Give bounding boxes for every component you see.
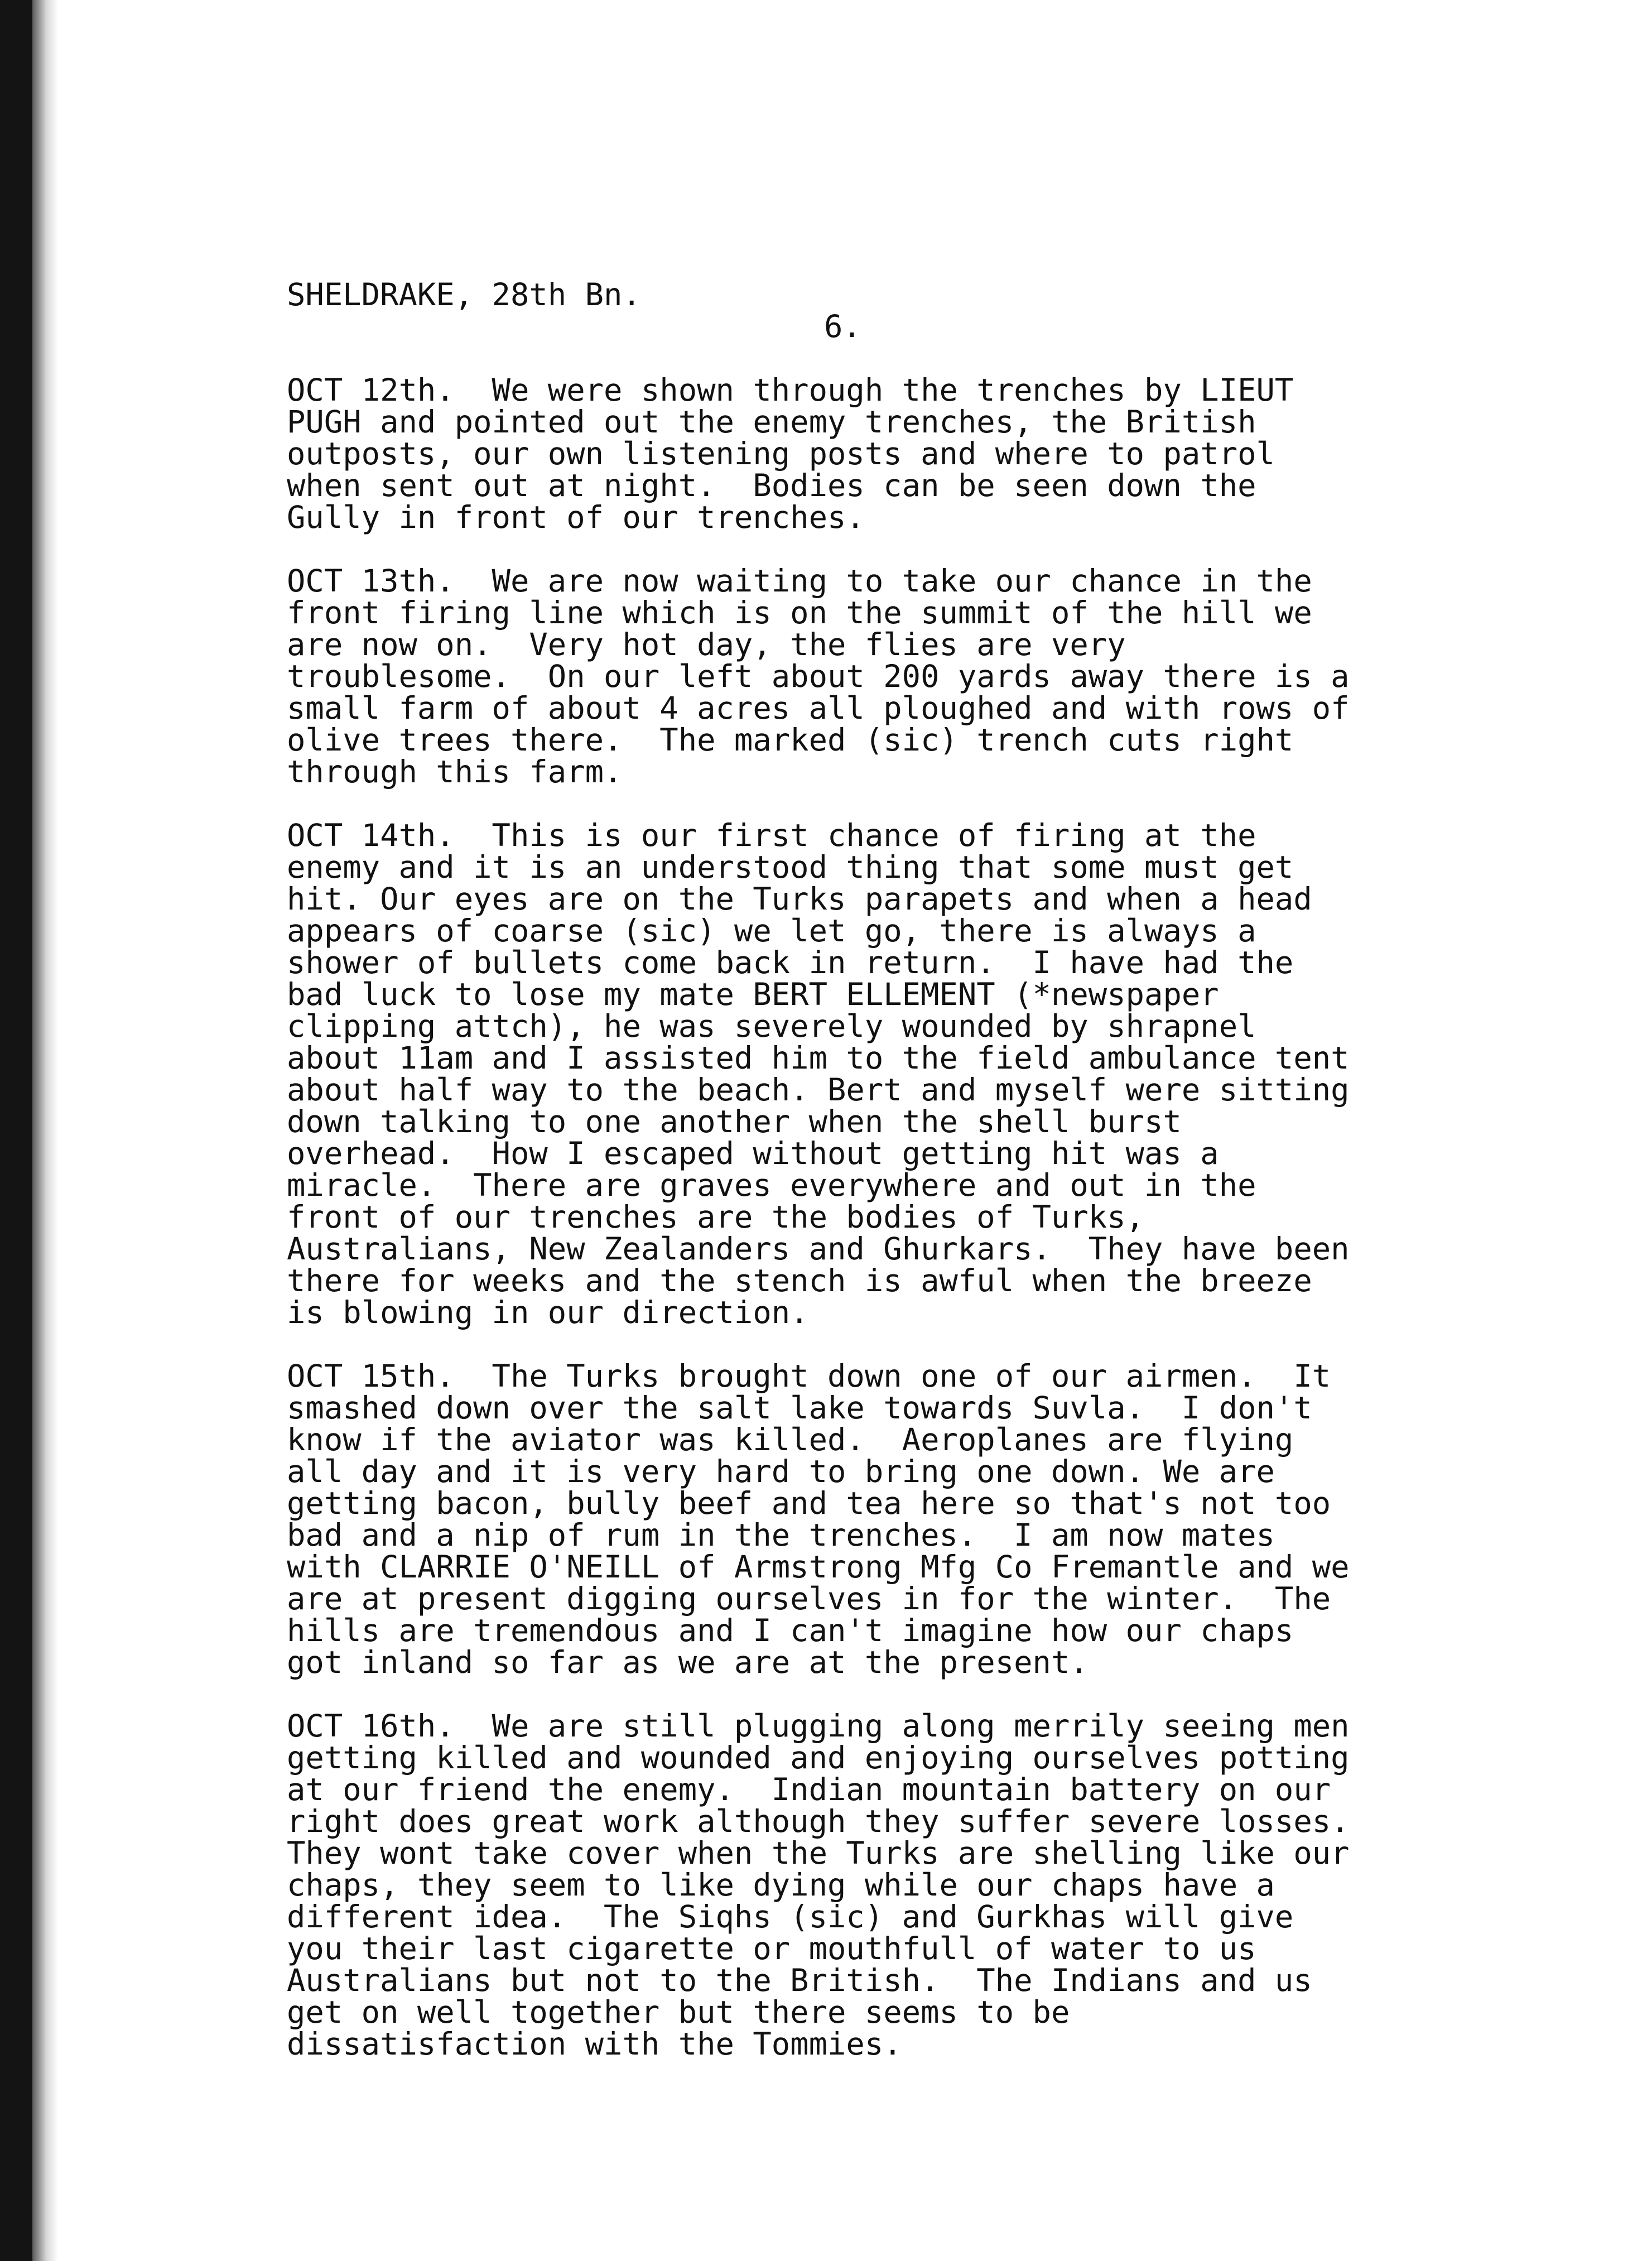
text-line: bad luck to lose my mate BERT ELLEMENT (*newspaper <box>287 976 1219 1013</box>
diary-entries <box>287 374 1436 2060</box>
diary-entry-oct-16 <box>287 1710 1436 2060</box>
text-line: PUGH and pointed out the enemy trenches, the British <box>287 404 1256 440</box>
text-line: small farm of about 4 acres all ploughed and with rows of <box>287 690 1350 727</box>
diary-entry-oct-15 <box>287 1358 1436 1681</box>
text-line: miracle. There are graves everywhere and out in the <box>287 1167 1256 1204</box>
text-line: overhead. How I escaped without getting hit was a <box>287 1136 1219 1172</box>
text-line: OCT 12th. We were shown through the trenches by LIEUT <box>287 372 1294 408</box>
text-line: at our friend the enemy. Indian mountain battery on our <box>287 1772 1331 1808</box>
text-line: shower of bullets come back in return. I have had the <box>287 945 1294 981</box>
diary-entry-oct-14 <box>287 817 1436 1331</box>
text-line: Australians, New Zealanders and Ghurkars. They have been <box>287 1231 1350 1267</box>
text-line: about half way to the beach. Bert and myself were sitting <box>287 1072 1350 1108</box>
text-line: hills are tremendous and I can't imagine how our chaps <box>287 1613 1294 1649</box>
typed-page <box>287 279 1436 2092</box>
diary-entry-oct-12 <box>287 372 1436 536</box>
text-line: getting bacon, bully beef and tea here so that's not too <box>287 1485 1331 1522</box>
text-line: through this farm. <box>287 754 623 790</box>
text-line: getting killed and wounded and enjoying ourselves potting <box>287 1740 1350 1776</box>
text-line: are at present digging ourselves in for the winter. The <box>287 1581 1331 1617</box>
text-line: outposts, our own listening posts and where to patrol <box>287 436 1275 472</box>
text-line: Australians but not to the British. The Indians and us <box>287 1962 1312 1999</box>
text-line: is blowing in our direction. <box>287 1295 809 1331</box>
scan-dark-edge <box>0 0 32 2261</box>
scan-edge-shadow <box>32 0 58 2261</box>
text-line: down talking to one another when the shell burst <box>287 1104 1182 1140</box>
text-line: OCT 16th. We are still plugging along merrily seeing men <box>287 1708 1350 1744</box>
text-line: enemy and it is an understood thing that some must get <box>287 849 1294 886</box>
text-line: got inland so far as we are at the present. <box>287 1644 1089 1681</box>
text-line: front firing line which is on the summit of the hill we <box>287 595 1312 631</box>
text-line: all day and it is very hard to bring one down. We are <box>287 1454 1275 1490</box>
text-line: troublesome. On our left about 200 yards away there is a <box>287 658 1350 695</box>
text-line: Gully in front of our trenches. <box>287 499 865 536</box>
text-line: chaps, they seem to like dying while our chaps have a <box>287 1867 1275 1903</box>
text-line: appears of coarse (sic) we let go, there is always a <box>287 913 1256 949</box>
page-number: 6. <box>824 309 861 345</box>
text-line: hit. Our eyes are on the Turks parapets and when a head <box>287 881 1312 917</box>
text-line: with CLARRIE O'NEILL of Armstrong Mfg Co Fremantle and we <box>287 1549 1350 1585</box>
text-line: smashed down over the salt lake towards Suvla. I don't <box>287 1390 1312 1426</box>
text-line: there for weeks and the stench is awful when the breeze <box>287 1263 1312 1299</box>
text-line: know if the aviator was killed. Aeroplanes are flying <box>287 1422 1294 1458</box>
diary-entry-oct-13 <box>287 565 1436 788</box>
text-line: bad and a nip of rum in the trenches. I am now mates <box>287 1517 1275 1553</box>
text-line: are now on. Very hot day, the flies are very <box>287 627 1126 663</box>
text-line: different idea. The Siqhs (sic) and Gurkhas will give <box>287 1899 1294 1935</box>
text-line: OCT 15th. The Turks brought down one of our airmen. It <box>287 1358 1331 1394</box>
text-line: about 11am and I assisted him to the field ambulance tent <box>287 1040 1350 1076</box>
text-line: get on well together but there seems to be <box>287 1994 1070 2031</box>
text-line: They wont take cover when the Turks are shelling like our <box>287 1835 1350 1872</box>
text-line: you their last cigarette or mouthfull of water to us <box>287 1931 1256 1967</box>
text-line: olive trees there. The marked (sic) trench cuts right <box>287 722 1294 758</box>
text-line: when sent out at night. Bodies can be seen down the <box>287 468 1256 504</box>
text-line: clipping attch), he was severely wounded by shrapnel <box>287 1008 1256 1045</box>
text-line: front of our trenches are the bodies of Turks, <box>287 1199 1145 1235</box>
document-header: SHELDRAKE, 28th Bn. <box>287 277 641 313</box>
text-line: OCT 13th. We are now waiting to take our chance in the <box>287 563 1312 599</box>
text-line: OCT 14th. This is our first chance of firing at the <box>287 817 1256 854</box>
text-line: right does great work although they suffer severe losses. <box>287 1803 1350 1840</box>
text-line: dissatisfaction with the Tommies. <box>287 2026 902 2062</box>
